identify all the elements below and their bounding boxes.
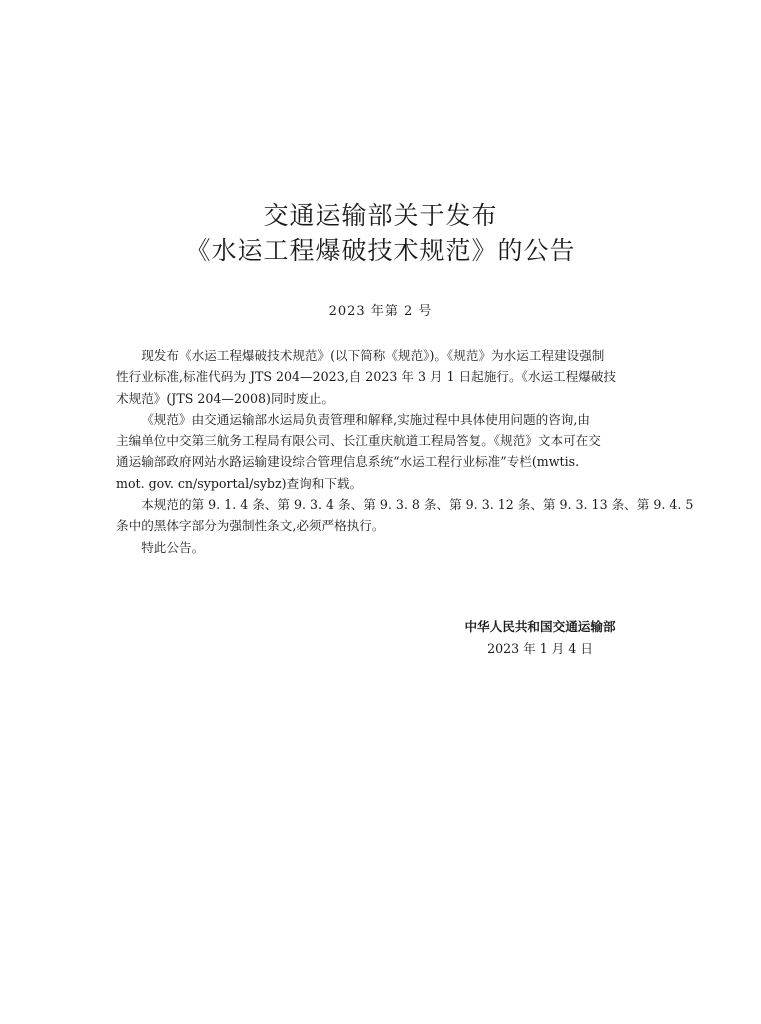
announcement-body xyxy=(116,345,694,558)
paragraph-1-line-1: 现发布《水运工程爆破技术规范》(以下简称《规范》)。《规范》为水运工程建设强制 xyxy=(141,348,605,363)
title-line-1: 交通运输部关于发布 xyxy=(263,201,498,230)
paragraph-1 xyxy=(116,345,676,409)
paragraph-4-line-1: 特此公告。 xyxy=(141,539,205,555)
paragraph-4 xyxy=(116,537,676,558)
issue-date: 2023 年 1 月 4 日 xyxy=(487,641,593,656)
issuing-organization: 中华人民共和国交通运输部 xyxy=(464,619,616,634)
paragraph-1-line-3: 术规范》(JTS 204—2008)同时废止。 xyxy=(116,390,334,406)
announcement-title xyxy=(0,198,761,268)
signature-block xyxy=(440,616,640,660)
title-line-2: 《水运工程爆破技术规范》的公告 xyxy=(185,236,576,265)
paragraph-3-line-1: 本规范的第 9. 1. 4 条、第 9. 3. 4 条、第 9. 3. 8 条、第 9. 3. 12 条、第 9. 3. 13 条、第 9. 4. 5 xyxy=(141,497,694,513)
paragraph-2-line-1: 《规范》由交通运输部水运局负责管理和解释,实施过程中具体使用问题的咨询,由 xyxy=(141,411,590,427)
paragraph-2-line-3: 通运输部政府网站水路运输建设综合管理信息系统“水运工程行业标准”专栏(mwtis. xyxy=(116,454,580,470)
paragraph-2-line-2: 主编单位中交第三航务工程局有限公司、长江重庆航道工程局答复。《规范》文本可在交 xyxy=(116,433,601,449)
paragraph-2 xyxy=(116,409,676,494)
paragraph-2-line-4: mot. gov. cn/syportal/sybz)查询和下载。 xyxy=(116,475,363,491)
issue-number: 2023 年第 2 号 xyxy=(328,304,433,319)
paragraph-3 xyxy=(116,494,694,537)
paragraph-3-line-2: 条中的黑体字部分为强制性条文,必须严格执行。 xyxy=(116,518,385,534)
paragraph-1-line-2: 性行业标准,标准代码为 JTS 204—2023,自 2023 年 3 月 1 日起施行。《水运工程爆破技 xyxy=(116,369,617,385)
